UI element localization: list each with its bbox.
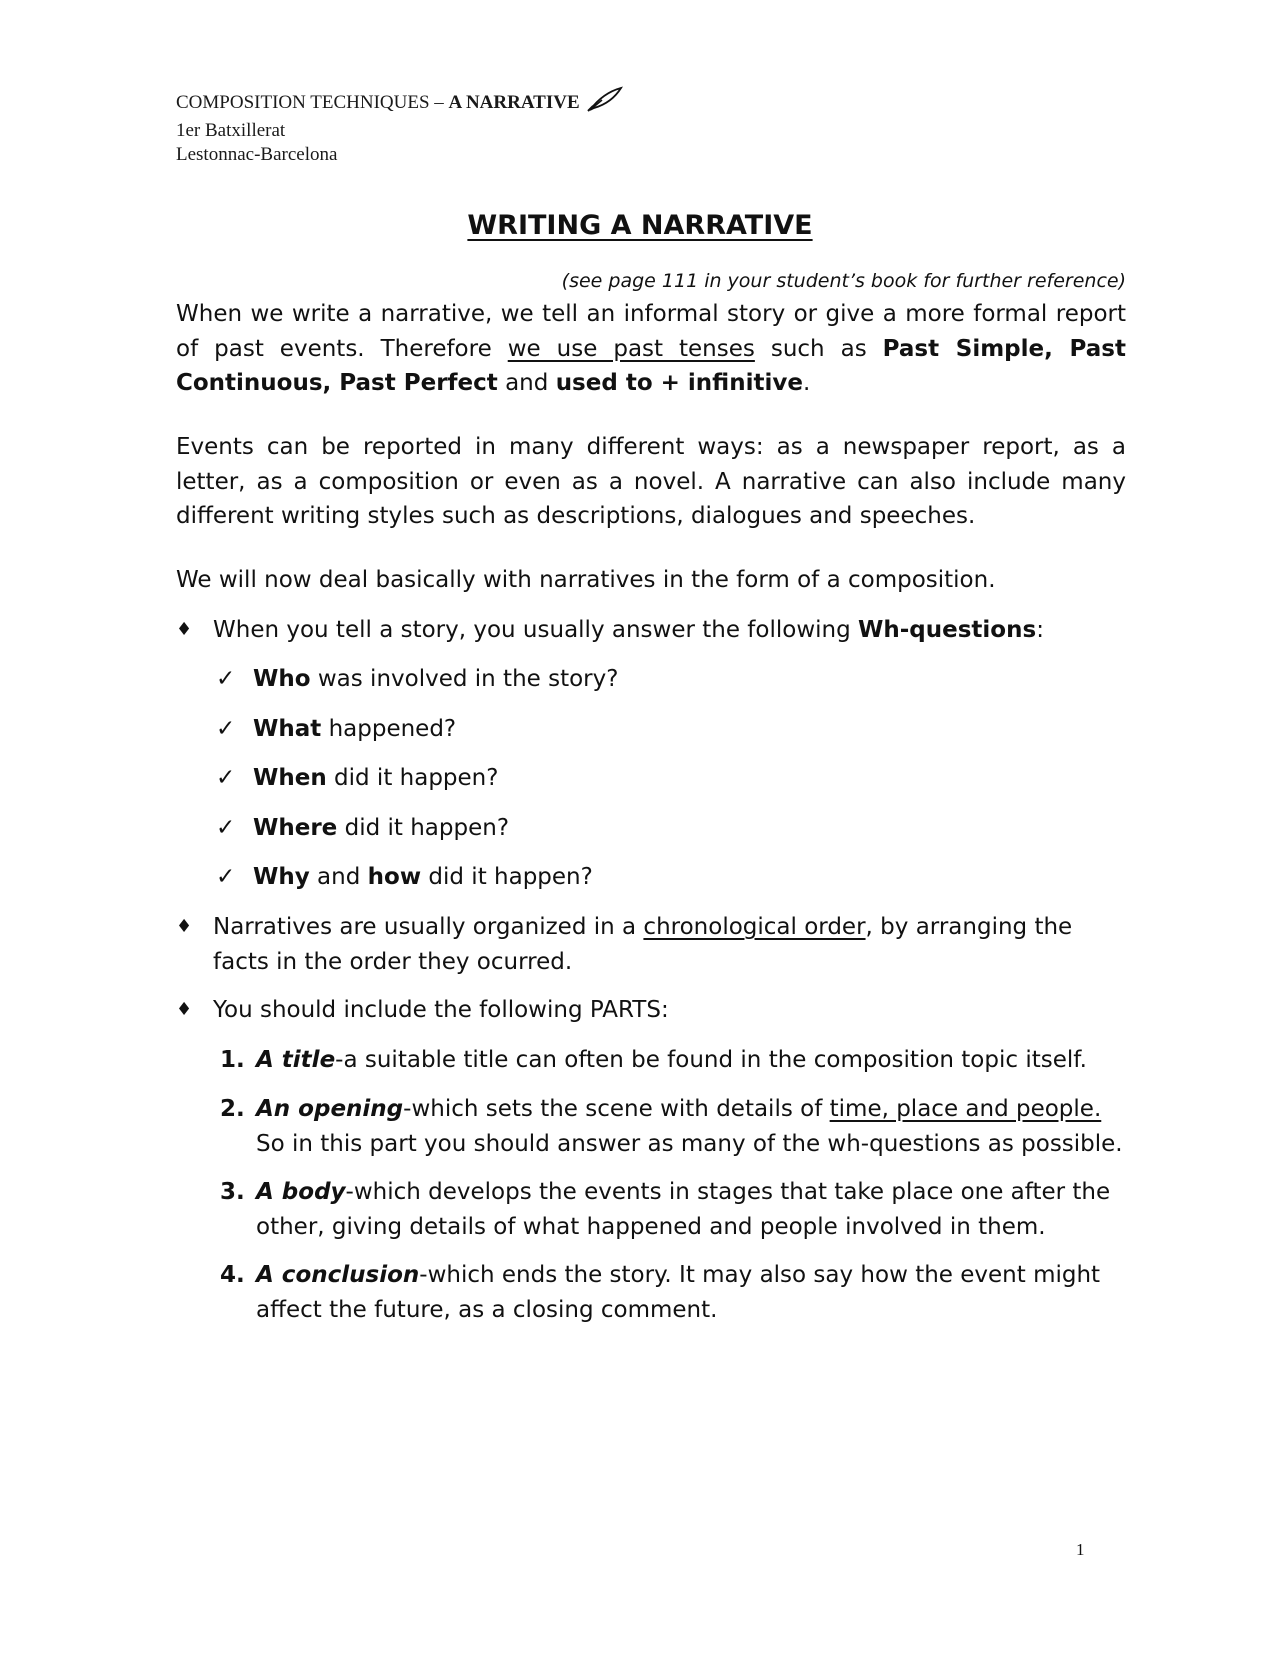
document-page: COMPOSITION TECHNIQUES – A NARRATIVE 1er Batxillerat Lestonnac-Barcelona WRITING A NARRATIVE (see page 111 in your student’s book for further reference) When we write a narrative, we tell an informal story or give a more formal report of past events. Therefore we use past tenses such as Past Simple, Past Continuous, Past Perfect and used to + infinitive. Events can be reported in many different ways: as a newspaper report, as a letter, as a composition or even as a novel. A narrative can also include many different writing styles such as descriptions, dialogues and speeches. We will now deal basically with narratives in the form of a composition. ♦ When you tell a story, you usually answer the following Wh-questions: ✓ Who was involved in the story? ✓ What happened? ✓ When did it happen? ✓ Where did it happen? ✓ Why and how did it happen? ♦ Narratives are usually organized in a chronological order, by arranging the facts in the order they ocurred. ♦ You should include the following PARTS: 1. A title-a suitable title can often be found in the composition topic itself. 2. An opening-which sets the scene with details of time, place and people. So in this part you should answer as many of the wh-questions as possible. 3. A body-which develops the events in stages that take place one after the other, giving details of what happened and people involved in them. 4. A conclusion-which ends the story. It may also say how the event might affect the future, as a closing comment. 1 (0, 0, 1280, 1656)
part-item: 1. A title-a suitable title can often be found in the composition topic itself. (220, 1047, 1087, 1073)
checkmark-icon: ✓ (216, 864, 236, 890)
intro-paragraph: When we write a narrative, we tell an informal story or give a more formal report of past events. Therefore we use past tenses such as Past Simple, Past Continuous, Past Perfect and used to + infinitive. (176, 301, 1126, 396)
part-item: 2. An opening-which sets the scene with details of time, place and people. So in this part you should answer as many of the wh-questions as possible. (220, 1096, 1123, 1157)
part-item: 3. A body-which develops the events in stages that take place one after the other, giving details of what happened and people involved in them. (220, 1179, 1111, 1240)
used-to-infinitive: used to + infinitive (555, 370, 803, 396)
page-title: WRITING A NARRATIVE (467, 210, 813, 241)
bullet-wh-questions: ♦ When you tell a story, you usually answer the following Wh-questions: (176, 613, 1136, 648)
checkmark-icon: ✓ (216, 666, 236, 692)
page-number: 1 (1076, 1540, 1085, 1559)
checkmark-icon: ✓ (216, 765, 236, 791)
reference-note: (see page 111 in your student’s book for further reference) (561, 270, 1126, 292)
course-line (176, 86, 624, 119)
bullet-parts: ♦ You should include the following PARTS: (176, 993, 1136, 1028)
diamond-icon: ♦ (176, 916, 193, 937)
level-line: 1er Batxillerat (176, 120, 286, 141)
tenses-list: Past Simple, Past Continuous, Past Perfect (176, 335, 1126, 396)
past-tenses-underline: we use past tenses (507, 335, 755, 362)
diamond-icon: ♦ (176, 619, 193, 640)
checkmark-icon: ✓ (216, 815, 236, 841)
checkmark-icon: ✓ (216, 716, 236, 742)
composition-paragraph: We will now deal basically with narratives in the form of a composition. (176, 567, 996, 593)
diamond-icon: ♦ (176, 999, 193, 1020)
course-prefix: COMPOSITION TECHNIQUES – (176, 92, 449, 113)
quill-pen-icon (586, 86, 624, 119)
events-paragraph: Events can be reported in many different ways: as a newspaper report, as a letter, as a composition or even as a novel. A narrative can also include many different writing styles such as descriptions, dialogues and speeches. (176, 434, 1126, 529)
school-line: Lestonnac-Barcelona (176, 144, 338, 165)
document-header (176, 86, 624, 167)
part-item: 4. A conclusion-which ends the story. It may also say how the event might affect the future, as a closing comment. (220, 1262, 1101, 1323)
course-topic: A NARRATIVE (448, 92, 580, 113)
bullet-chronological: ♦ Narratives are usually organized in a chronological order, by arranging the facts in the order they ocurred. (176, 910, 1136, 980)
